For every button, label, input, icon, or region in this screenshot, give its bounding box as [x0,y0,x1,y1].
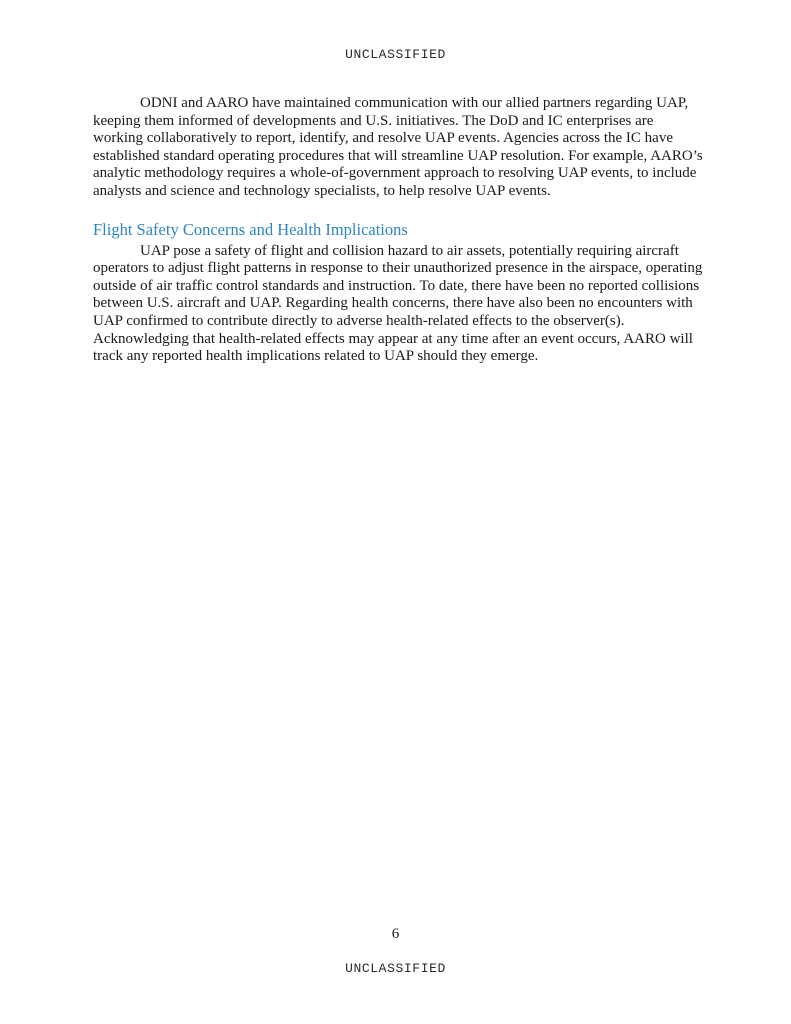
page-number: 6 [391,926,400,942]
section-heading-flight-safety: Flight Safety Concerns and Health Implications [93,219,408,239]
body-paragraph-allied-communication: ODNI and AARO have maintained communication with our allied partners regarding UAP, keeping them informed of developments and U.S. initiatives. The DoD and IC enterprises are working collaboratively to report, identify, and resolve UAP events. Agencies across the IC have established standard operating procedures that will streamline UAP resolution. For example, AARO’s analytic methodology requires a whole-of-government approach to resolving UAP events, to include analysts and science and technology specialists, to help resolve UAP events. [93,95,703,199]
classification-header: UNCLASSIFIED [345,47,446,62]
body-paragraph-flight-safety: UAP pose a safety of flight and collision hazard to air assets, potentially requiring aircraft operators to adjust flight patterns in response to their unauthorized presence in the airspace, operating outside of air traffic control standards and instruction. To date, there have been no reported collisions between U.S. aircraft and UAP. Regarding health concerns, there have also been no encounters with UAP confirmed to contribute directly to adverse health-related effects to the observer(s). Acknowledging that health-related effects may appear at any time after an event occurs, AARO will track any reported health implications related to UAP should they emerge. [93,242,703,365]
classification-footer: UNCLASSIFIED [345,961,446,976]
document-body [93,95,705,366]
